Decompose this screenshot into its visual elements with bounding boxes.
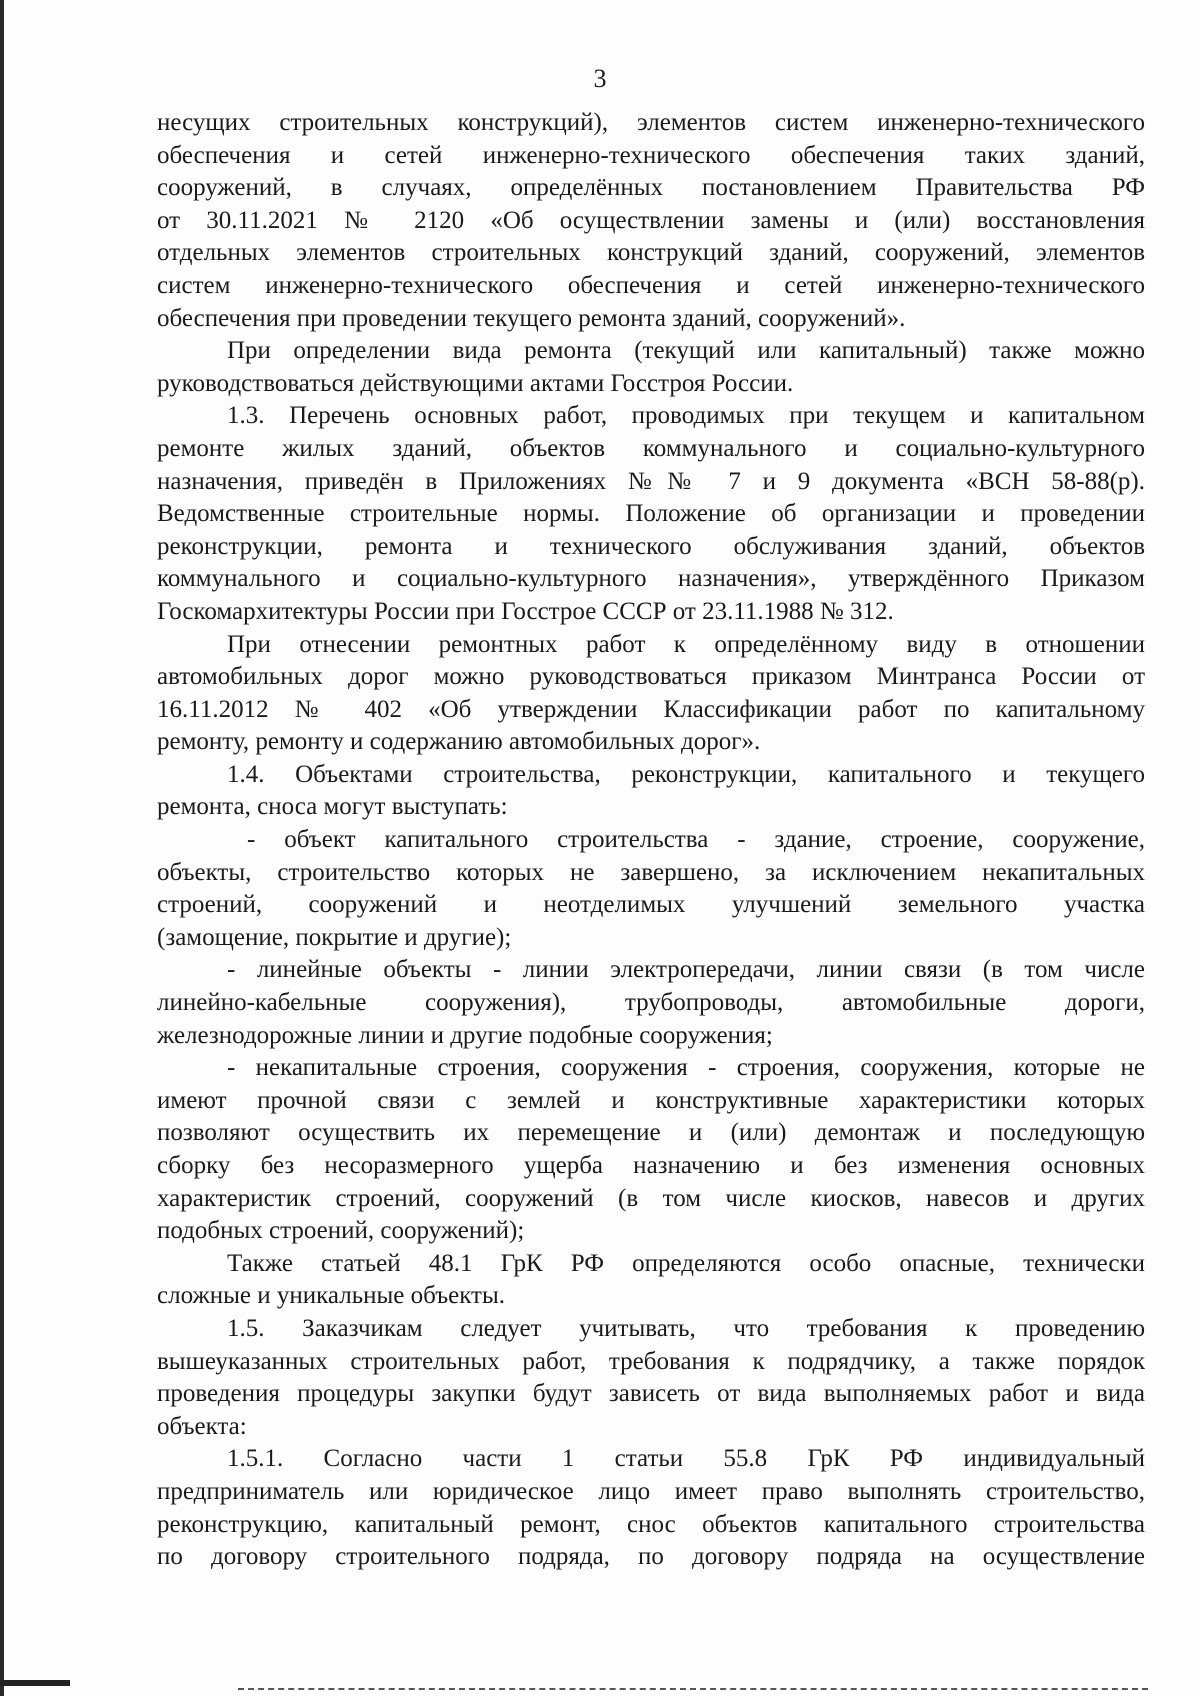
text-line: сооружений, в случаях, определённых постановлением Правительства РФ — [157, 174, 1145, 202]
text-line: несущих строительных конструкций), элементов систем инженерно-технического — [157, 109, 1145, 136]
footer-rule — [238, 1688, 1148, 1690]
text-line: - линейные объекты - линии электропередачи, линии связи (в том числе — [227, 956, 1145, 984]
scan-left-edge — [0, 0, 4, 1696]
text-line: ремонте жилых зданий, объектов коммунального и социально-культурного — [157, 434, 1145, 462]
text-line: сложные и уникальные объекты. — [157, 1282, 506, 1310]
text-line: реконструкции, ремонта и технического обслуживания зданий, объектов — [157, 532, 1145, 560]
text-line: автомобильных дорог можно руководствоваться приказом Минтранса России от — [157, 663, 1145, 691]
text-line: объекты, строительство которых не завершено, за исключением некапитальных — [157, 858, 1145, 886]
text-line: 16.11.2012 № 402 «Об утверждении Классификации работ по капитальному — [157, 695, 1145, 723]
text-line: 1.4. Объектами строительства, реконструкции, капитального и текущего — [227, 760, 1145, 788]
text-line: 1.5. Заказчикам следует учитывать, что требования к проведению — [227, 1314, 1145, 1342]
text-line: от 30.11.2021 № 2120 «Об осуществлении замены и (или) восстановления — [157, 206, 1145, 234]
text-line: проведения процедуры закупки будут зависеть от вида выполняемых работ и вида — [157, 1380, 1145, 1408]
text-line: Ведомственные строительные нормы. Положение об организации и проведении — [157, 500, 1145, 528]
text-line: характеристик строений, сооружений (в том числе киосков, навесов и других — [157, 1184, 1145, 1212]
text-line: обеспечения и сетей инженерно-технического обеспечения таких зданий, — [157, 141, 1145, 169]
page-number: 3 — [593, 64, 607, 93]
text-line: объекта: — [157, 1412, 247, 1440]
document-body — [157, 107, 1145, 1574]
text-line: линейно-кабельные сооружения), трубопроводы, автомобильные дороги, — [157, 989, 1145, 1017]
text-line: предприниматель или юридическое лицо имеет право выполнять строительство, — [157, 1477, 1145, 1505]
text-line: строений, сооружений и неотделимых улучшений земельного участка — [157, 891, 1145, 919]
text-line: железнодорожные линии и другие подобные сооружения; — [157, 1021, 773, 1049]
text-line: назначения, приведён в Приложениях №№ 7 и 9 документа «ВСН 58-88(р). — [157, 467, 1145, 495]
text-line: ремонту, ремонту и содержанию автомобильных дорог». — [157, 728, 761, 756]
text-line: (замощение, покрытие и другие); — [157, 923, 512, 951]
text-line: Также статьей 48.1 ГрК РФ определяются особо опасные, технически — [227, 1249, 1145, 1277]
text-line: 1.3. Перечень основных работ, проводимых при текущем и капитальном — [227, 402, 1145, 430]
text-line: обеспечения при проведении текущего ремонта зданий, сооружений». — [157, 304, 906, 332]
text-line: - некапитальные строения, сооружения - строения, сооружения, которые не — [227, 1054, 1145, 1082]
text-line: отдельных элементов строительных конструкций зданий, сооружений, элементов — [157, 239, 1145, 267]
text-line: Госкомархитектуры России при Госстрое СССР от 23.11.1988 № 312. — [157, 597, 894, 625]
text-line: реконструкцию, капитальный ремонт, снос объектов капитального строительства — [157, 1510, 1145, 1538]
text-line: позволяют осуществить их перемещение и (или) демонтаж и последующую — [157, 1119, 1145, 1147]
text-line: вышеуказанных строительных работ, требования к подрядчику, а также порядок — [157, 1347, 1145, 1375]
text-line: имеют прочной связи с землей и конструктивные характеристики которых — [157, 1086, 1145, 1114]
text-line: коммунального и социально-культурного назначения», утверждённого Приказом — [157, 565, 1145, 593]
text-line: сборку без несоразмерного ущерба назначению и без изменения основных — [157, 1152, 1145, 1179]
text-line: 1.5.1. Согласно части 1 статьи 55.8 ГрК РФ индивидуальный — [227, 1445, 1145, 1473]
text-line: систем инженерно-технического обеспечения и сетей инженерно-технического — [157, 271, 1145, 299]
scan-corner-mark — [0, 1680, 70, 1686]
text-line: При отнесении ремонтных работ к определённому виду в отношении — [227, 630, 1145, 658]
text-line: по договору строительного подряда, по договору подряда на осуществление — [157, 1543, 1145, 1571]
text-line: руководствоваться действующими актами Госстроя России. — [157, 369, 794, 397]
text-line: ремонта, сноса могут выступать: — [157, 793, 508, 821]
text-line: - объект капитального строительства - здание, строение, сооружение, — [247, 826, 1145, 854]
text-line: подобных строений, сооружений); — [157, 1217, 525, 1245]
text-line: При определении вида ремонта (текущий или капитальный) также можно — [227, 337, 1145, 365]
